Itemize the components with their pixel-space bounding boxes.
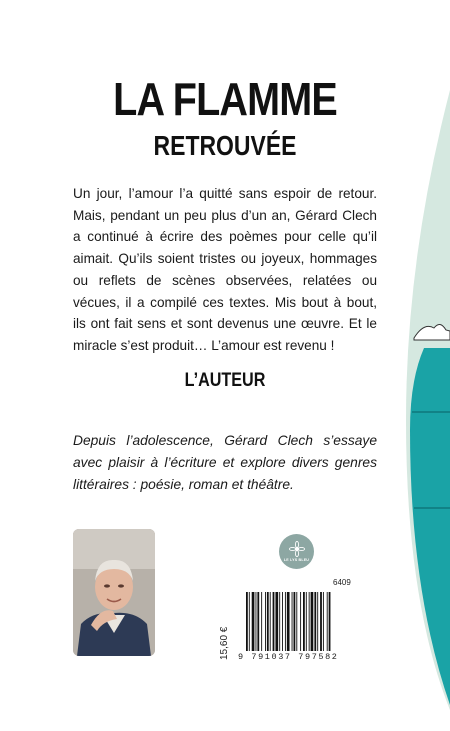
teal-decoration bbox=[400, 0, 450, 731]
barcode-bar bbox=[267, 592, 269, 651]
barcode-bar bbox=[285, 592, 286, 651]
barcode-bar bbox=[279, 592, 280, 651]
isbn-barcode bbox=[246, 592, 354, 651]
barcode-bar bbox=[314, 592, 316, 651]
barcode-bar bbox=[309, 592, 310, 651]
barcode-bar bbox=[246, 592, 248, 651]
author-photo bbox=[73, 529, 155, 656]
barcode-bar bbox=[306, 592, 307, 651]
book-title: LA FLAMME bbox=[113, 73, 337, 125]
barcode-bar bbox=[261, 592, 262, 651]
barcode-bar bbox=[317, 592, 318, 651]
isbn-digits: 9 791037 797582 bbox=[238, 652, 339, 662]
book-blurb: Un jour, l’amour l’a quitté sans espoir de retour. Mais, pendant un peu plus d’un an, Gérard Clech a continué à écrire des poèmes pour celle qu’il aimait. Qu’ils soient tristes ou joyeux, hommages ou reflets de scènes observées, relatées ou vécues, il a compilé ces textes. Mis bout à bout, ils ont fait sens et sont devenus une œuvre. Et le miracle s’est produit… L’amour est revenu ! bbox=[73, 186, 377, 353]
author-bio: Depuis l’adolescence, Gérard Clech s’essaye avec plaisir à l’écriture et explore divers genres littéraires : poésie, roman et théâtre. bbox=[73, 433, 377, 492]
barcode-bar bbox=[327, 592, 328, 651]
lily-icon bbox=[289, 541, 305, 557]
barcode-bar bbox=[292, 592, 293, 651]
barcode-bar bbox=[282, 592, 283, 651]
barcode-bar bbox=[273, 592, 275, 651]
barcode-bar bbox=[287, 592, 290, 651]
barcode-bar bbox=[311, 592, 314, 651]
publisher-logo bbox=[279, 534, 314, 569]
barcode-bar bbox=[296, 592, 297, 651]
barcode-bar bbox=[249, 592, 250, 651]
reference-number: 6409 bbox=[333, 578, 351, 587]
barcode-bar bbox=[320, 592, 322, 651]
author-heading: L’AUTEUR bbox=[184, 370, 266, 391]
barcode-bar bbox=[303, 592, 305, 651]
barcode-bar bbox=[252, 592, 255, 651]
publisher-logo-text: LE LYS BLEU bbox=[283, 558, 310, 562]
book-subtitle: RETROUVÉE bbox=[153, 130, 297, 161]
barcode-bar bbox=[329, 592, 331, 651]
barcode-bar bbox=[256, 592, 257, 651]
barcode-bar bbox=[294, 592, 296, 651]
barcode-bar bbox=[270, 592, 271, 651]
barcode-bar bbox=[265, 592, 266, 651]
barcode-bar bbox=[323, 592, 324, 651]
barcode-bar bbox=[257, 592, 259, 651]
barcode-bar bbox=[275, 592, 278, 651]
barcode-bar bbox=[300, 592, 301, 651]
price: 15,60 € bbox=[219, 626, 230, 660]
